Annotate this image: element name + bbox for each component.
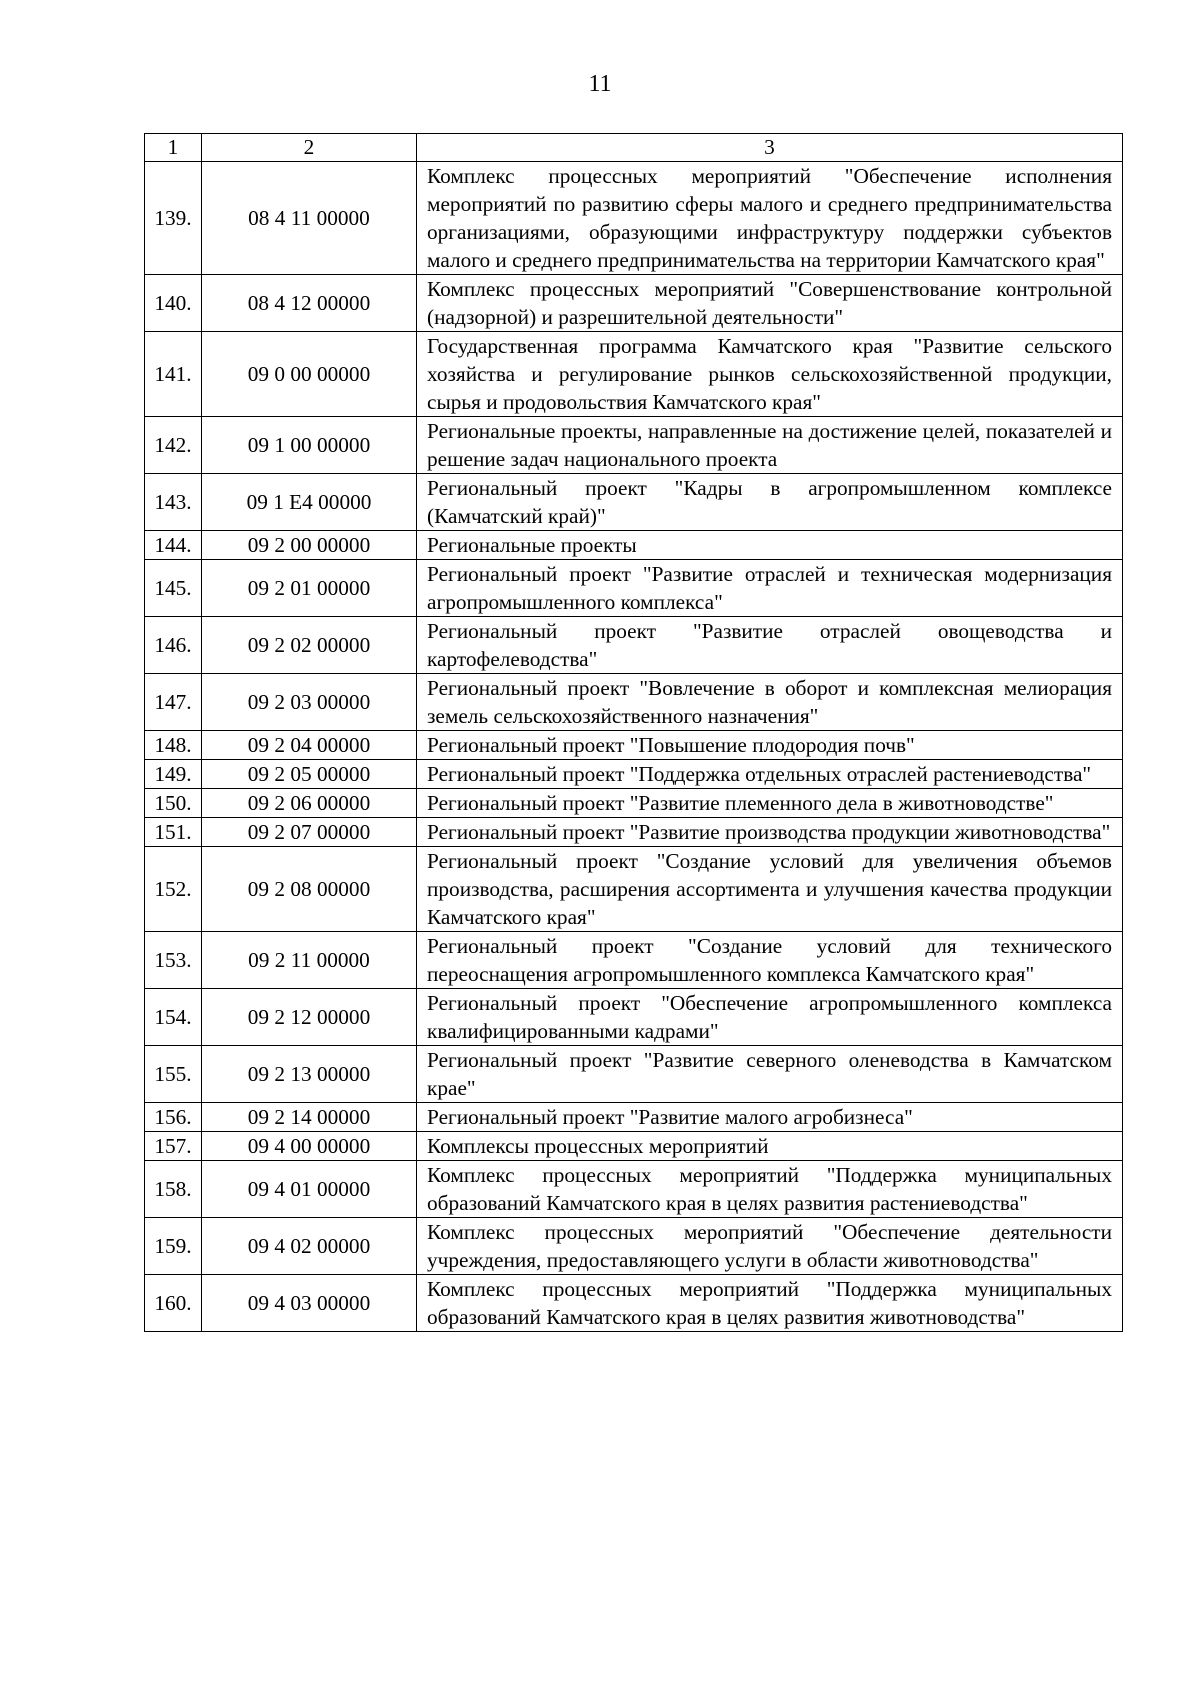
row-number: 144.: [145, 531, 202, 560]
table-row: [145, 847, 1123, 932]
row-number: 159.: [145, 1218, 202, 1275]
row-description: Комплекс процессных мероприятий "Обеспечение исполнения мероприятий по развитию сферы малого и среднего предпринимательства организациями, образующими инфраструктуру поддержки субъектов малого и среднего предпринимательства на территории Камчатского края": [417, 162, 1123, 275]
table-row: [145, 1132, 1123, 1161]
page-number: 11: [588, 71, 612, 97]
row-code: 09 2 08 00000: [202, 847, 417, 932]
row-number: 154.: [145, 989, 202, 1046]
row-number: 145.: [145, 560, 202, 617]
row-code: 09 2 00 00000: [202, 531, 417, 560]
row-number: 142.: [145, 417, 202, 474]
row-description: Комплекс процессных мероприятий "Поддержка муниципальных образований Камчатского края в целях развития животноводства": [417, 1275, 1123, 1332]
table-header-row: [145, 134, 1123, 162]
row-description: Региональный проект "Создание условий для технического переоснащения агропромышленного комплекса Камчатского края": [417, 932, 1123, 989]
row-number: 147.: [145, 674, 202, 731]
table-row: [145, 617, 1123, 674]
header-col-3: 3: [417, 134, 1123, 162]
table-row: [145, 789, 1123, 818]
row-code: 09 4 03 00000: [202, 1275, 417, 1332]
row-number: 149.: [145, 760, 202, 789]
row-number: 141.: [145, 332, 202, 417]
row-code: 09 2 02 00000: [202, 617, 417, 674]
row-number: 157.: [145, 1132, 202, 1161]
header-col-1: 1: [145, 134, 202, 162]
row-number: 146.: [145, 617, 202, 674]
row-number: 140.: [145, 275, 202, 332]
header-col-2: 2: [202, 134, 417, 162]
row-number: 150.: [145, 789, 202, 818]
table-row: [145, 162, 1123, 275]
row-code: 09 4 00 00000: [202, 1132, 417, 1161]
row-number: 143.: [145, 474, 202, 531]
row-code: 09 2 12 00000: [202, 989, 417, 1046]
table-row: [145, 474, 1123, 531]
row-code: 09 4 01 00000: [202, 1161, 417, 1218]
row-description: Региональный проект "Развитие отраслей и техническая модернизация агропромышленного комплекса": [417, 560, 1123, 617]
table-row: [145, 560, 1123, 617]
row-number: 152.: [145, 847, 202, 932]
row-description: Региональный проект "Обеспечение агропромышленного комплекса квалифицированными кадрами": [417, 989, 1123, 1046]
table-row: [145, 674, 1123, 731]
table-row: [145, 275, 1123, 332]
row-description: Региональный проект "Вовлечение в оборот и комплексная мелиорация земель сельскохозяйственного назначения": [417, 674, 1123, 731]
table-row: [145, 531, 1123, 560]
row-number: 156.: [145, 1103, 202, 1132]
table-row: [145, 332, 1123, 417]
row-number: 160.: [145, 1275, 202, 1332]
row-code: 09 4 02 00000: [202, 1218, 417, 1275]
row-code: 09 2 14 00000: [202, 1103, 417, 1132]
row-code: 09 2 07 00000: [202, 818, 417, 847]
row-number: 139.: [145, 162, 202, 275]
table-row: [145, 1046, 1123, 1103]
row-code: 09 1 E4 00000: [202, 474, 417, 531]
row-description: Региональный проект "Создание условий для увеличения объемов производства, расширения ассортимента и улучшения качества продукции Камчатского края": [417, 847, 1123, 932]
table-row: [145, 818, 1123, 847]
row-code: 09 1 00 00000: [202, 417, 417, 474]
table-row: [145, 417, 1123, 474]
budget-codes-table: [144, 133, 1123, 1332]
row-code: 08 4 12 00000: [202, 275, 417, 332]
row-description: Региональные проекты: [417, 531, 1123, 560]
table-row: [145, 932, 1123, 989]
table-body: [145, 162, 1123, 1332]
row-description: Региональный проект "Развитие северного оленеводства в Камчатском крае": [417, 1046, 1123, 1103]
table-row: [145, 1275, 1123, 1332]
row-code: 09 2 05 00000: [202, 760, 417, 789]
row-description: Комплексы процессных мероприятий: [417, 1132, 1123, 1161]
row-description: Региональный проект "Развитие племенного дела в животноводстве": [417, 789, 1123, 818]
row-code: 09 2 03 00000: [202, 674, 417, 731]
table-row: [145, 989, 1123, 1046]
row-number: 155.: [145, 1046, 202, 1103]
row-description: Комплекс процессных мероприятий "Обеспечение деятельности учреждения, предоставляющего услуги в области животноводства": [417, 1218, 1123, 1275]
row-number: 148.: [145, 731, 202, 760]
row-description: Региональный проект "Развитие отраслей овощеводства и картофелеводства": [417, 617, 1123, 674]
row-number: 151.: [145, 818, 202, 847]
row-description: Региональный проект "Развитие производства продукции животноводства": [417, 818, 1123, 847]
row-number: 153.: [145, 932, 202, 989]
row-description: Региональный проект "Кадры в агропромышленном комплексе (Камчатский край)": [417, 474, 1123, 531]
table-row: [145, 731, 1123, 760]
row-code: 09 0 00 00000: [202, 332, 417, 417]
row-description: Государственная программа Камчатского края "Развитие сельского хозяйства и регулирование рынков сельскохозяйственной продукции, сырья и продовольствия Камчатского края": [417, 332, 1123, 417]
row-description: Региональный проект "Поддержка отдельных отраслей растениеводства": [417, 760, 1123, 789]
table-row: [145, 1161, 1123, 1218]
row-description: Региональный проект "Развитие малого агробизнеса": [417, 1103, 1123, 1132]
row-code: 08 4 11 00000: [202, 162, 417, 275]
row-code: 09 2 04 00000: [202, 731, 417, 760]
row-code: 09 2 11 00000: [202, 932, 417, 989]
table-row: [145, 1218, 1123, 1275]
row-description: Комплекс процессных мероприятий "Совершенствование контрольной (надзорной) и разрешительной деятельности": [417, 275, 1123, 332]
table-row: [145, 1103, 1123, 1132]
row-number: 158.: [145, 1161, 202, 1218]
row-description: Региональный проект "Повышение плодородия почв": [417, 731, 1123, 760]
row-description: Комплекс процессных мероприятий "Поддержка муниципальных образований Камчатского края в целях развития растениеводства": [417, 1161, 1123, 1218]
row-code: 09 2 06 00000: [202, 789, 417, 818]
row-code: 09 2 13 00000: [202, 1046, 417, 1103]
row-code: 09 2 01 00000: [202, 560, 417, 617]
row-description: Региональные проекты, направленные на достижение целей, показателей и решение задач национального проекта: [417, 417, 1123, 474]
table-row: [145, 760, 1123, 789]
